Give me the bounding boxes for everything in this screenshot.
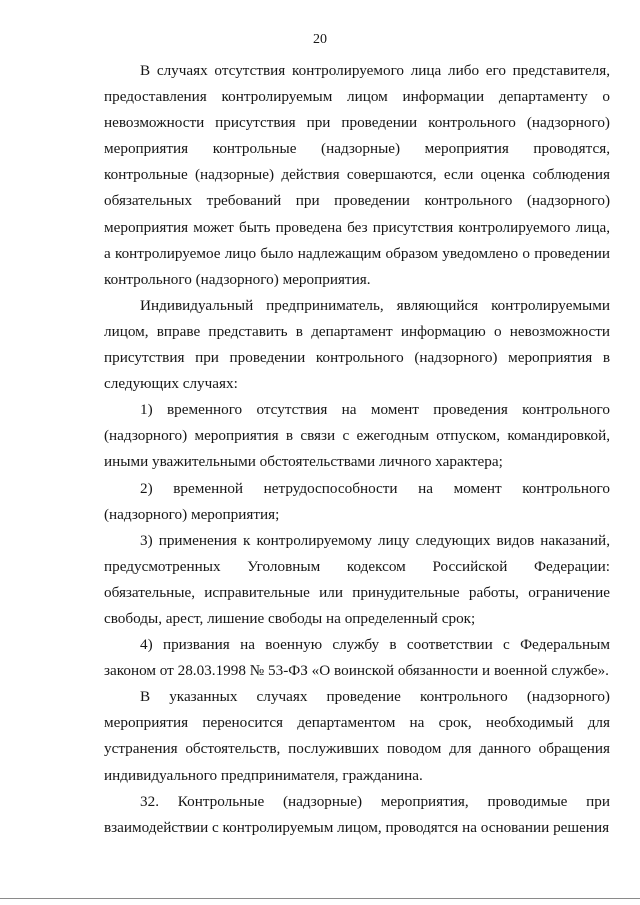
bottom-scan-edge — [0, 898, 640, 899]
list-item-temporary-absence: 1) временного отсутствия на момент проведения контрольного (надзорного) мероприятия в связи с ежегодным отпуском, командировкой, иными уважительными обстоятельствами личного характера; — [104, 401, 610, 471]
list-item-temporary-disability: 2) временной нетрудоспособности на момент контрольного (надзорного) мероприятия; — [104, 479, 610, 523]
paragraph-entrepreneur-right: Индивидуальный предприниматель, являющийся контролируемыми лицом, вправе представить в департамент информацию о невозможности присутствия при проведении контрольного (надзорного) мероприятия в следующих случаях: — [104, 296, 610, 393]
paragraph-clause-32: 32. Контрольные (надзорные) мероприятия, проводимые при взаимодействии с контролируемым лицом, проводятся на основании решения — [104, 792, 610, 836]
page-number: 20 — [313, 32, 327, 47]
paragraph-postponement: В указанных случаях проведение контрольного (надзорного) мероприятия переносится департаментом на срок, необходимый для устранения обстоятельств, послуживших поводом для данного обращения индивидуального предпринимателя, гражданина. — [104, 688, 610, 784]
list-item-military-service: 4) призвания на военную службу в соответствии с Федеральным законом от 28.03.1998 № 53-ФЗ «О воинской обязанности и военной службе». — [104, 636, 610, 680]
paragraph-absence-conditions: В случаях отсутствия контролируемого лица либо его представителя, предоставления контролируемым лицом информации департаменту о невозможности присутствия при проведении контрольного (надзорного) мероприятия контрольные (надзорные) мероприятия проводятся, контрольные (надзорные) действия совершаются, если оценка соблюдения обязательных требований при проведении контрольного (надзорного) мероприятия может быть проведена без присутствия контролируемого лица, а контролируемое лицо было надлежащим образом уведомлено о проведении контрольного (надзорного) мероприятия. — [104, 62, 610, 288]
list-item-criminal-penalties: 3) применения к контролируемому лицу следующих видов наказаний, предусмотренных Уголовным кодексом Российской Федерации: обязательные, исправительные или принудительные работы, ограничение свободы, арест, лишение свободы на определенный срок; — [104, 531, 610, 627]
